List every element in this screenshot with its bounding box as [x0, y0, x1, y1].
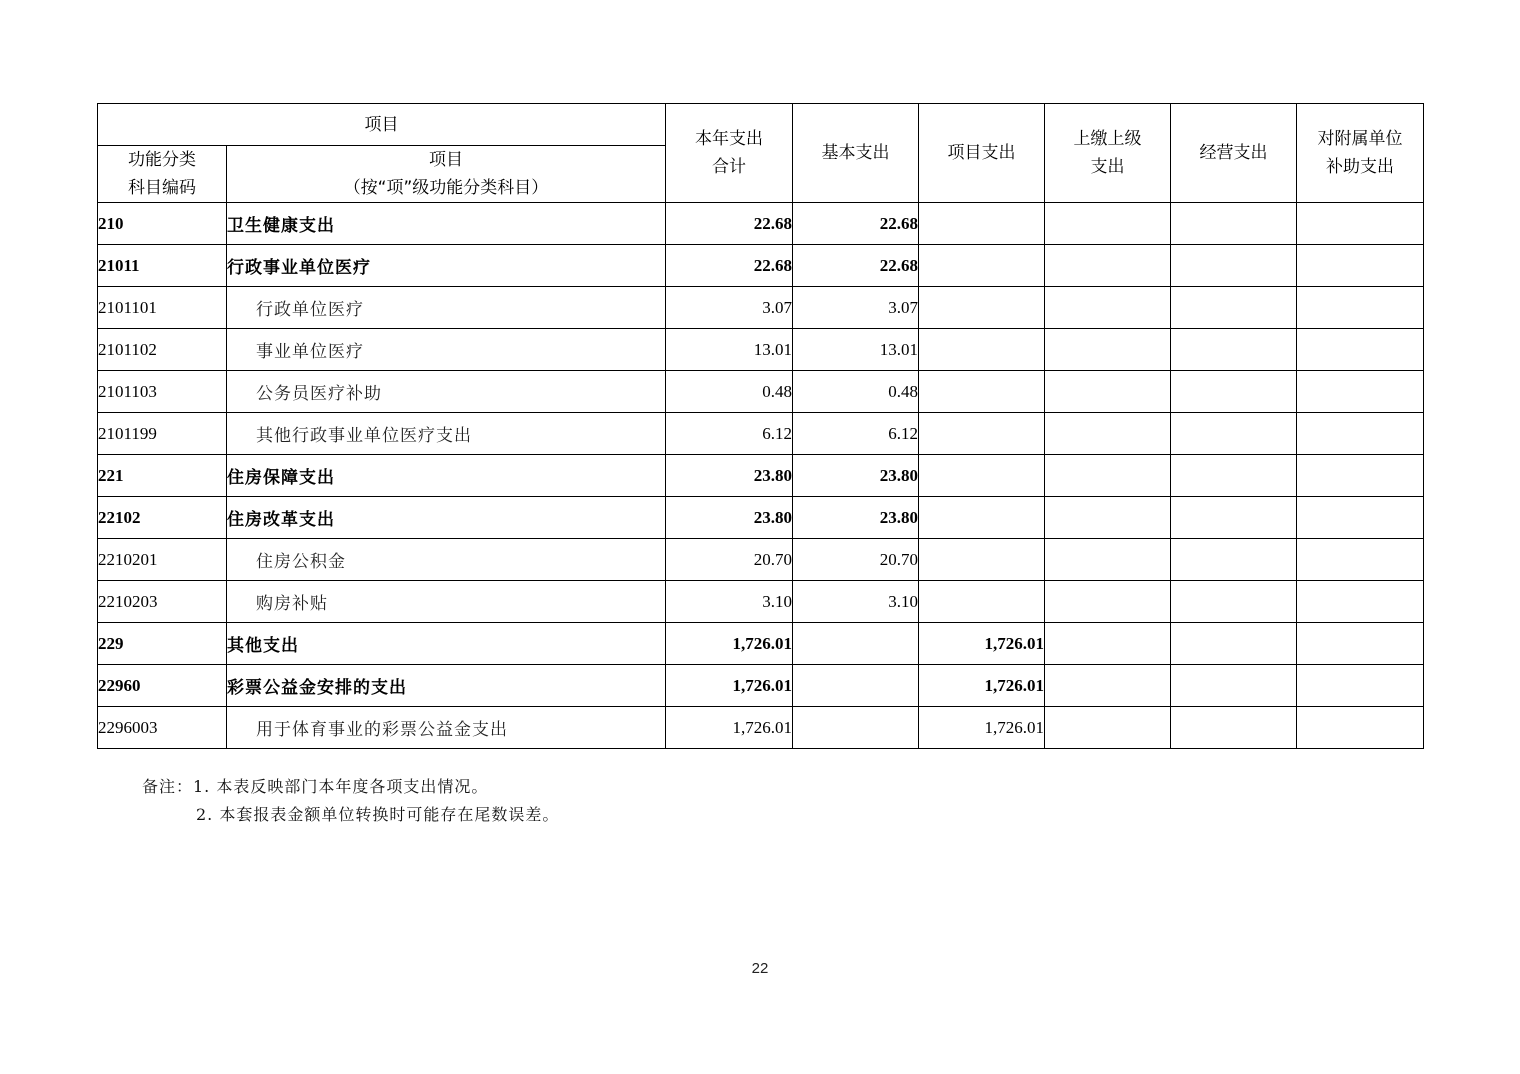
- row-total: 3.07: [666, 287, 793, 329]
- row-total: 3.10: [666, 581, 793, 623]
- row-name: 用于体育事业的彩票公益金支出: [227, 707, 666, 749]
- row-total: 1,726.01: [666, 623, 793, 665]
- row-superior: [1045, 539, 1171, 581]
- row-basic: 0.48: [793, 371, 919, 413]
- row-project: [919, 287, 1045, 329]
- row-code: 21011: [98, 245, 227, 287]
- row-total: 6.12: [666, 413, 793, 455]
- row-superior: [1045, 455, 1171, 497]
- row-business: [1171, 413, 1297, 455]
- row-code: 2101103: [98, 371, 227, 413]
- row-name: 行政单位医疗: [227, 287, 666, 329]
- row-total: 23.80: [666, 455, 793, 497]
- table-row: [98, 539, 1424, 581]
- row-business: [1171, 581, 1297, 623]
- row-total: 1,726.01: [666, 707, 793, 749]
- row-basic: 3.10: [793, 581, 919, 623]
- header-superior: 上缴上级 支出: [1045, 104, 1171, 203]
- row-subsidiary: [1297, 581, 1424, 623]
- table-row: [98, 623, 1424, 665]
- row-code: 2101102: [98, 329, 227, 371]
- row-project: [919, 245, 1045, 287]
- header-name: [227, 146, 666, 203]
- row-name: 彩票公益金安排的支出: [227, 665, 666, 707]
- row-project: [919, 497, 1045, 539]
- row-superior: [1045, 581, 1171, 623]
- row-superior: [1045, 203, 1171, 245]
- header-basic: 基本支出: [793, 104, 919, 203]
- row-basic: 22.68: [793, 245, 919, 287]
- row-superior: [1045, 329, 1171, 371]
- row-business: [1171, 455, 1297, 497]
- row-project: [919, 329, 1045, 371]
- row-total: 20.70: [666, 539, 793, 581]
- row-subsidiary: [1297, 665, 1424, 707]
- row-subsidiary: [1297, 497, 1424, 539]
- row-code: 2101199: [98, 413, 227, 455]
- row-name: 行政事业单位医疗: [227, 245, 666, 287]
- row-total: 22.68: [666, 245, 793, 287]
- row-superior: [1045, 623, 1171, 665]
- row-business: [1171, 623, 1297, 665]
- table-row: [98, 665, 1424, 707]
- row-basic: [793, 623, 919, 665]
- row-subsidiary: [1297, 707, 1424, 749]
- row-basic: [793, 707, 919, 749]
- table-row: [98, 413, 1424, 455]
- row-project: 1,726.01: [919, 707, 1045, 749]
- row-code: 2296003: [98, 707, 227, 749]
- row-basic: 23.80: [793, 497, 919, 539]
- notes: [142, 773, 559, 829]
- row-business: [1171, 287, 1297, 329]
- table-body: [98, 203, 1424, 749]
- row-project: [919, 203, 1045, 245]
- row-business: [1171, 539, 1297, 581]
- header-total: 本年支出 合计: [666, 104, 793, 203]
- row-subsidiary: [1297, 287, 1424, 329]
- row-name: 卫生健康支出: [227, 203, 666, 245]
- row-subsidiary: [1297, 329, 1424, 371]
- row-name: 事业单位医疗: [227, 329, 666, 371]
- row-business: [1171, 707, 1297, 749]
- row-name: 公务员医疗补助: [227, 371, 666, 413]
- note-line-2: 2. 本套报表金额单位转换时可能存在尾数误差。: [196, 805, 560, 824]
- row-business: [1171, 203, 1297, 245]
- row-total: 1,726.01: [666, 665, 793, 707]
- row-subsidiary: [1297, 413, 1424, 455]
- row-basic: 22.68: [793, 203, 919, 245]
- row-code: 2210203: [98, 581, 227, 623]
- row-subsidiary: [1297, 371, 1424, 413]
- row-subsidiary: [1297, 203, 1424, 245]
- row-code: 2101101: [98, 287, 227, 329]
- row-subsidiary: [1297, 539, 1424, 581]
- row-name: 购房补贴: [227, 581, 666, 623]
- row-code: 22960: [98, 665, 227, 707]
- table-row: [98, 455, 1424, 497]
- row-project: 1,726.01: [919, 665, 1045, 707]
- row-name: 住房保障支出: [227, 455, 666, 497]
- row-code: 229: [98, 623, 227, 665]
- row-subsidiary: [1297, 455, 1424, 497]
- row-superior: [1045, 371, 1171, 413]
- row-total: 23.80: [666, 497, 793, 539]
- row-basic: 13.01: [793, 329, 919, 371]
- row-superior: [1045, 665, 1171, 707]
- table-row: [98, 245, 1424, 287]
- row-superior: [1045, 245, 1171, 287]
- row-name: 其他行政事业单位医疗支出: [227, 413, 666, 455]
- expenditure-table: [97, 103, 1424, 749]
- header-name-line2: （按“项”级功能分类科目）: [343, 178, 549, 198]
- page-number: 22: [751, 960, 769, 977]
- row-total: 22.68: [666, 203, 793, 245]
- header-name-line1: 项目: [429, 150, 463, 170]
- row-project: [919, 371, 1045, 413]
- row-business: [1171, 329, 1297, 371]
- row-project: [919, 413, 1045, 455]
- table-row: [98, 287, 1424, 329]
- table-row: [98, 371, 1424, 413]
- table-row: [98, 497, 1424, 539]
- row-project: [919, 539, 1045, 581]
- row-business: [1171, 497, 1297, 539]
- row-total: 13.01: [666, 329, 793, 371]
- row-subsidiary: [1297, 245, 1424, 287]
- row-basic: 20.70: [793, 539, 919, 581]
- row-business: [1171, 665, 1297, 707]
- table-row: [98, 581, 1424, 623]
- row-project: 1,726.01: [919, 623, 1045, 665]
- note-line-1: 备注：1. 本表反映部门本年度各项支出情况。: [142, 777, 489, 796]
- row-basic: 3.07: [793, 287, 919, 329]
- row-superior: [1045, 707, 1171, 749]
- row-total: 0.48: [666, 371, 793, 413]
- row-name: 住房改革支出: [227, 497, 666, 539]
- row-business: [1171, 245, 1297, 287]
- row-subsidiary: [1297, 623, 1424, 665]
- row-business: [1171, 371, 1297, 413]
- table-row: [98, 707, 1424, 749]
- row-code: 210: [98, 203, 227, 245]
- row-basic: [793, 665, 919, 707]
- row-code: 2210201: [98, 539, 227, 581]
- row-superior: [1045, 497, 1171, 539]
- header-code: 功能分类 科目编码: [98, 146, 227, 203]
- row-name: 住房公积金: [227, 539, 666, 581]
- row-basic: 6.12: [793, 413, 919, 455]
- header-project-expenditure: 项目支出: [919, 104, 1045, 203]
- row-project: [919, 455, 1045, 497]
- header-business: 经营支出: [1171, 104, 1297, 203]
- row-name: 其他支出: [227, 623, 666, 665]
- row-basic: 23.80: [793, 455, 919, 497]
- row-superior: [1045, 287, 1171, 329]
- table-row: [98, 329, 1424, 371]
- row-code: 221: [98, 455, 227, 497]
- header-project: 项目: [98, 104, 666, 146]
- row-project: [919, 581, 1045, 623]
- header-subsidiary: 对附属单位 补助支出: [1297, 104, 1424, 203]
- table-row: [98, 203, 1424, 245]
- row-code: 22102: [98, 497, 227, 539]
- row-superior: [1045, 413, 1171, 455]
